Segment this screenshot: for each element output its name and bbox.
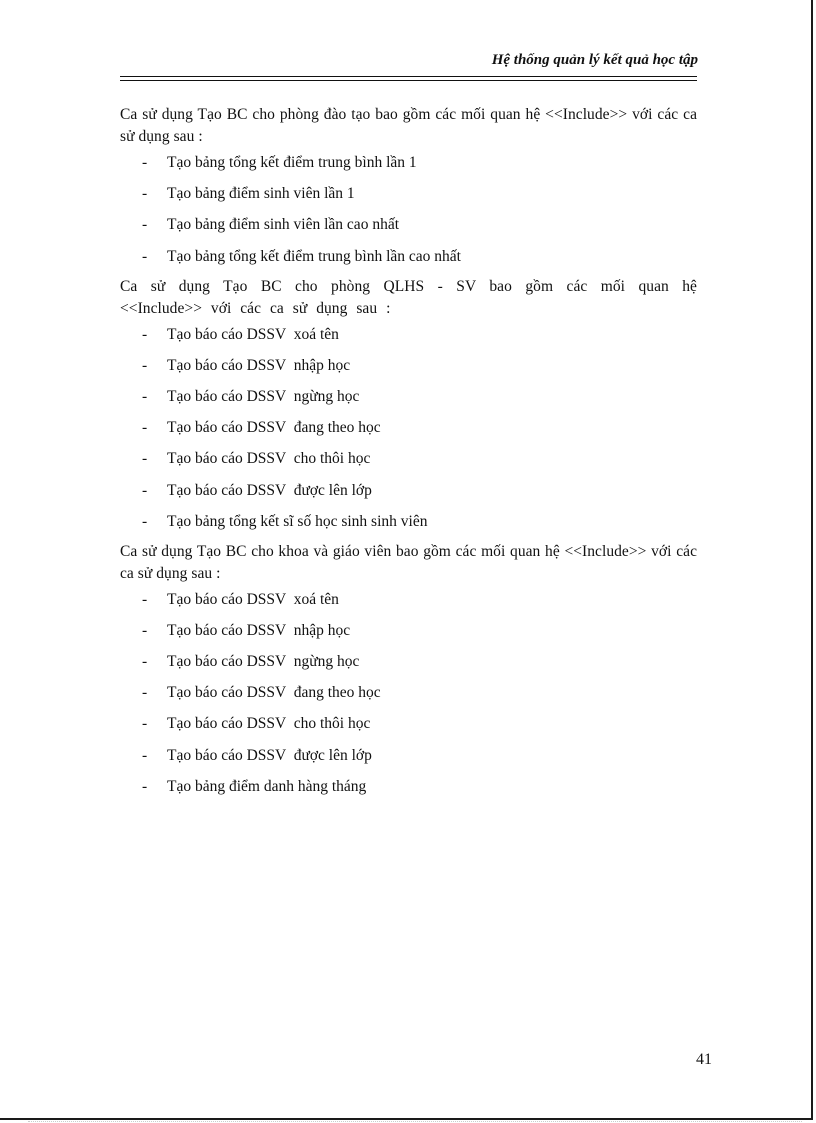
bullet-dash: - — [142, 419, 148, 437]
bullet-dash: - — [142, 746, 148, 764]
document-body — [120, 104, 697, 811]
bullet-dash: - — [142, 481, 148, 499]
list-item-text: Tạo báo cáo DSSV được lên lớp — [167, 746, 372, 764]
list-item — [120, 417, 697, 448]
list-item — [120, 355, 697, 386]
page-number: 41 — [696, 1051, 712, 1068]
bullet-dash: - — [142, 653, 148, 671]
list-item — [120, 713, 697, 744]
bullet-dash: - — [142, 247, 148, 265]
list-item — [120, 745, 697, 776]
list-item-text: Tạo báo cáo DSSV xoá tên — [167, 325, 339, 343]
list-item-text: Tạo báo cáo DSSV cho thôi học — [167, 450, 371, 468]
list-item-text: Tạo báo cáo DSSV được lên lớp — [167, 481, 372, 499]
list-item — [120, 620, 697, 651]
list-item — [120, 776, 697, 807]
bullet-dash: - — [142, 387, 148, 405]
header-rule-bottom — [120, 80, 697, 81]
bullet-dash: - — [142, 684, 148, 702]
list-item — [120, 214, 697, 245]
bullet-dash: - — [142, 185, 148, 203]
bullet-dash: - — [142, 154, 148, 171]
header-rule-top — [120, 76, 697, 77]
list-item — [120, 324, 697, 355]
bullet-dash: - — [142, 450, 148, 468]
section-3-intro: Ca sử dụng Tạo BC cho khoa và giáo viên bao gồm các mối quan hệ <<Include>> với các ca sử dụng sau : — [120, 542, 697, 582]
page-bottom-divider — [28, 1121, 802, 1122]
list-item-text: Tạo bảng điểm danh hàng tháng — [167, 777, 367, 795]
list-item — [120, 183, 697, 214]
list-item-text: Tạo bảng điểm sinh viên lần cao nhất — [167, 216, 400, 234]
section-2-intro: Ca sử dụng Tạo BC cho phòng QLHS - SV bao gồm các mối quan hệ <<Include>> với các ca sử dụng sau : — [120, 277, 697, 317]
bullet-dash: - — [142, 590, 148, 608]
bullet-dash: - — [142, 512, 148, 530]
list-item-text: Tạo báo cáo DSSV xoá tên — [167, 590, 339, 608]
running-header-title: Hệ thống quản lý kết quả học tập — [491, 52, 698, 68]
list-item — [120, 152, 697, 183]
list-item-text: Tạo báo cáo DSSV nhập học — [167, 621, 351, 639]
section-1-intro: Ca sử dụng Tạo BC cho phòng đào tạo bao gồm các mối quan hệ <<Include>> với các ca sử dụng sau : — [120, 106, 697, 145]
list-item — [120, 448, 697, 479]
list-item-text: Tạo bảng điểm sinh viên lần 1 — [167, 185, 355, 203]
list-item — [120, 682, 697, 713]
list-item-text: Tạo bảng tổng kết điểm trung bình lần 1 — [167, 154, 417, 171]
bullet-dash: - — [142, 715, 148, 733]
list-item-text: Tạo báo cáo DSSV đang theo học — [167, 419, 381, 437]
bullet-dash: - — [142, 325, 148, 343]
list-item-text: Tạo bảng tổng kết sĩ số học sinh sinh viên — [167, 512, 428, 530]
list-item-text: Tạo báo cáo DSSV đang theo học — [167, 684, 381, 702]
section-2-list — [120, 324, 697, 537]
list-item — [120, 589, 697, 620]
bullet-dash: - — [142, 777, 148, 795]
list-item — [120, 651, 697, 682]
section-3-list — [120, 589, 697, 807]
list-item — [120, 480, 697, 511]
bullet-dash: - — [142, 216, 148, 234]
bullet-dash: - — [142, 356, 148, 374]
list-item-text: Tạo báo cáo DSSV ngừng học — [167, 387, 360, 405]
list-item — [120, 511, 697, 537]
list-item-text: Tạo báo cáo DSSV ngừng học — [167, 653, 360, 671]
section-1-list — [120, 152, 697, 272]
bullet-dash: - — [142, 621, 148, 639]
list-item — [120, 246, 697, 272]
list-item-text: Tạo bảng tổng kết điểm trung bình lần cao nhất — [167, 247, 461, 265]
list-item — [120, 386, 697, 417]
list-item-text: Tạo báo cáo DSSV cho thôi học — [167, 715, 371, 733]
list-item-text: Tạo báo cáo DSSV nhập học — [167, 356, 351, 374]
